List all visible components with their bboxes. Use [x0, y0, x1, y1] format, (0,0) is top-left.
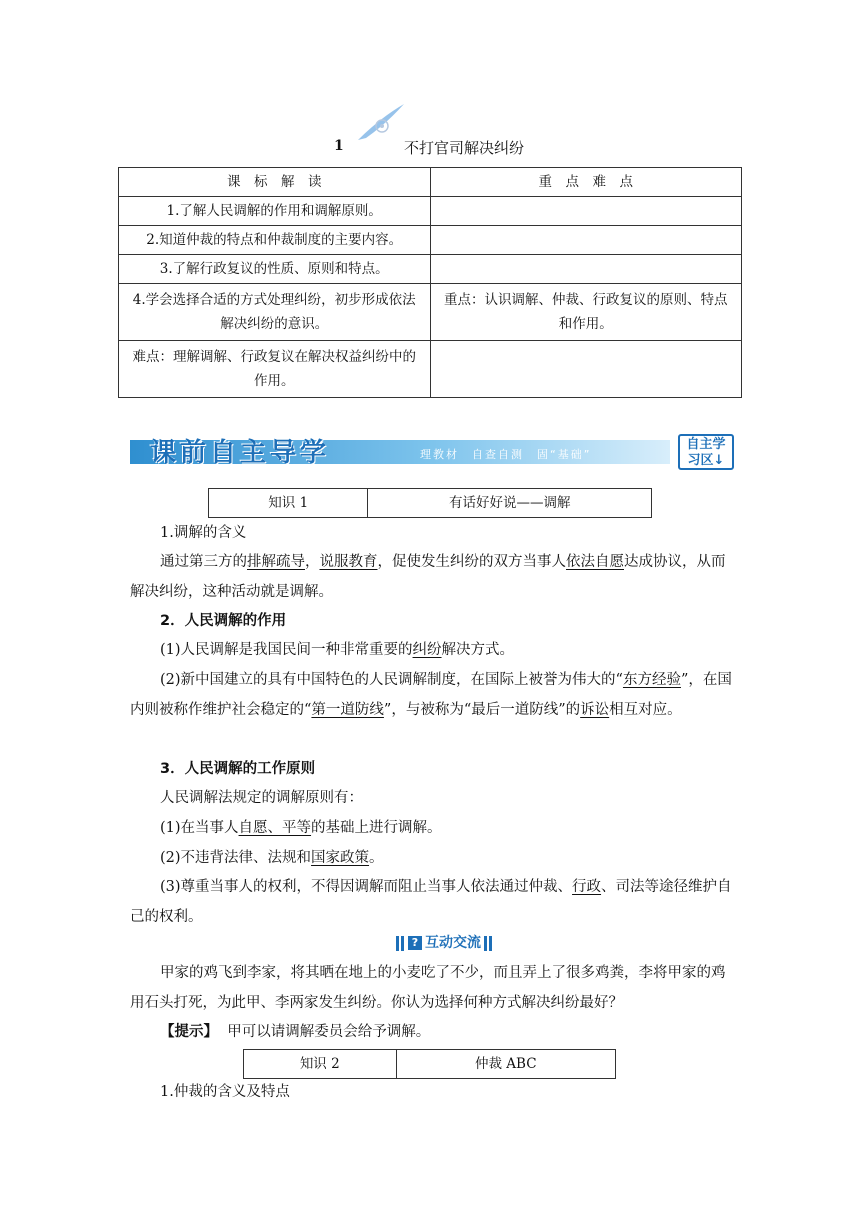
question-icon: ?: [408, 936, 422, 950]
knowledge-title: 有话好好说——调解: [368, 489, 652, 518]
blank-answer: 东方经验: [622, 672, 681, 688]
blank-answer: 纠纷: [412, 642, 442, 658]
lesson-number: 1: [334, 138, 344, 154]
table-header-row: [119, 168, 742, 197]
badge-line2: 习区↓: [687, 453, 725, 468]
arrow-down-icon: ↓: [713, 453, 725, 468]
knowledge-label: 知识 1: [209, 489, 368, 518]
list-item: (1)在当事人自愿、平等的基础上进行调解。: [160, 820, 442, 836]
table-cell: 难点：理解调解、行政复议在解决权益纠纷中的作用。: [119, 341, 431, 398]
paragraph: 通过第三方的排解疏导，说服教育，促使发生纠纷的双方当事人依法自愿达成协议，从而解决纠纷，这种活动就是调解。: [130, 554, 726, 600]
table-cell: [430, 226, 742, 255]
section-heading: 3．人民调解的工作原则: [160, 761, 316, 777]
table-row: [119, 255, 742, 284]
banner-subtitle: 理教材 自查自测 固“基础”: [420, 448, 592, 461]
knowledge-title: 仲裁 ABC: [396, 1050, 615, 1079]
list-item: (1)人民调解是我国民间一种非常重要的纠纷解决方式。: [160, 642, 515, 658]
lesson-title: 不打官司解决纠纷: [404, 139, 525, 157]
knowledge-label: 知识 2: [244, 1050, 397, 1079]
interact-section-label: ? 互动交流: [395, 932, 493, 952]
section-banner: [130, 432, 737, 472]
banner-title: 课前自主导学: [150, 438, 331, 468]
hint-line: [160, 1017, 430, 1047]
blank-answer: 诉讼: [580, 702, 610, 718]
blank-answer: 排解疏导: [247, 554, 305, 570]
table-cell: [430, 255, 742, 284]
section-heading: 1.仲裁的含义及特点: [160, 1084, 290, 1100]
hint-label: 【提示】: [160, 1024, 218, 1040]
banner-badge: [678, 434, 734, 470]
table-header: 重 点 难 点: [430, 168, 742, 197]
section-heading: 2．人民调解的作用: [160, 613, 287, 629]
table-row: [119, 197, 742, 226]
knowledge-1-box: [208, 488, 652, 518]
blank-answer: 行政: [572, 879, 602, 895]
list-item: (3)尊重当事人的权利，不得因调解而阻止当事人依法通过仲裁、行政、司法等途径维护自己的权利。: [130, 879, 732, 925]
table-cell: 2.知道仲裁的特点和仲裁制度的主要内容。: [119, 226, 431, 255]
badge-line1: 自主学: [686, 437, 726, 452]
table-cell: [430, 341, 742, 398]
section-heading: 1.调解的含义: [160, 525, 247, 541]
case-paragraph: 甲家的鸡飞到李家，将其晒在地上的小麦吃了不少，而且弄上了很多鸡粪，李将甲家的鸡用石头打死，为此甲、李两家发生纠纷。你认为选择何种方式解决纠纷最好？: [130, 965, 726, 1011]
table-cell: [430, 197, 742, 226]
list-item: (2)不违背法律、法规和国家政策。: [160, 850, 384, 866]
knowledge-2-box: [243, 1049, 616, 1079]
table-cell: 重点：认识调解、仲裁、行政复议的原则、特点和作用。: [430, 284, 742, 341]
table-row: [119, 341, 742, 398]
blank-answer: 依法自愿: [566, 554, 624, 570]
objectives-table: [118, 167, 742, 398]
blank-answer: 国家政策: [311, 850, 370, 866]
paragraph: 人民调解法规定的调解原则有：: [160, 790, 363, 806]
table-cell: 4.学会选择合适的方式处理纠纷，初步形成依法解决纠纷的意识。: [119, 284, 431, 341]
table-cell: 1.了解人民调解的作用和调解原则。: [119, 197, 431, 226]
hint-text: 甲可以请调解委员会给予调解。: [227, 1024, 431, 1040]
chapter-logo-icon: [352, 100, 408, 144]
list-item: (2)新中国建立的具有中国特色的人民调解制度，在国际上被誉为伟大的“东方经验”，在国内则被称作维护社会稳定的“第一道防线”，与被称为“最后一道防线”的诉讼相互对应。: [130, 672, 732, 718]
table-cell: 3.了解行政复议的性质、原则和特点。: [119, 255, 431, 284]
table-row: [119, 284, 742, 341]
table-header: 课 标 解 读: [119, 168, 431, 197]
blank-answer: 说服教育: [319, 554, 378, 570]
blank-answer: 第一道防线: [311, 702, 384, 718]
blank-answer: 自愿、平等: [238, 820, 312, 836]
table-row: [119, 226, 742, 255]
